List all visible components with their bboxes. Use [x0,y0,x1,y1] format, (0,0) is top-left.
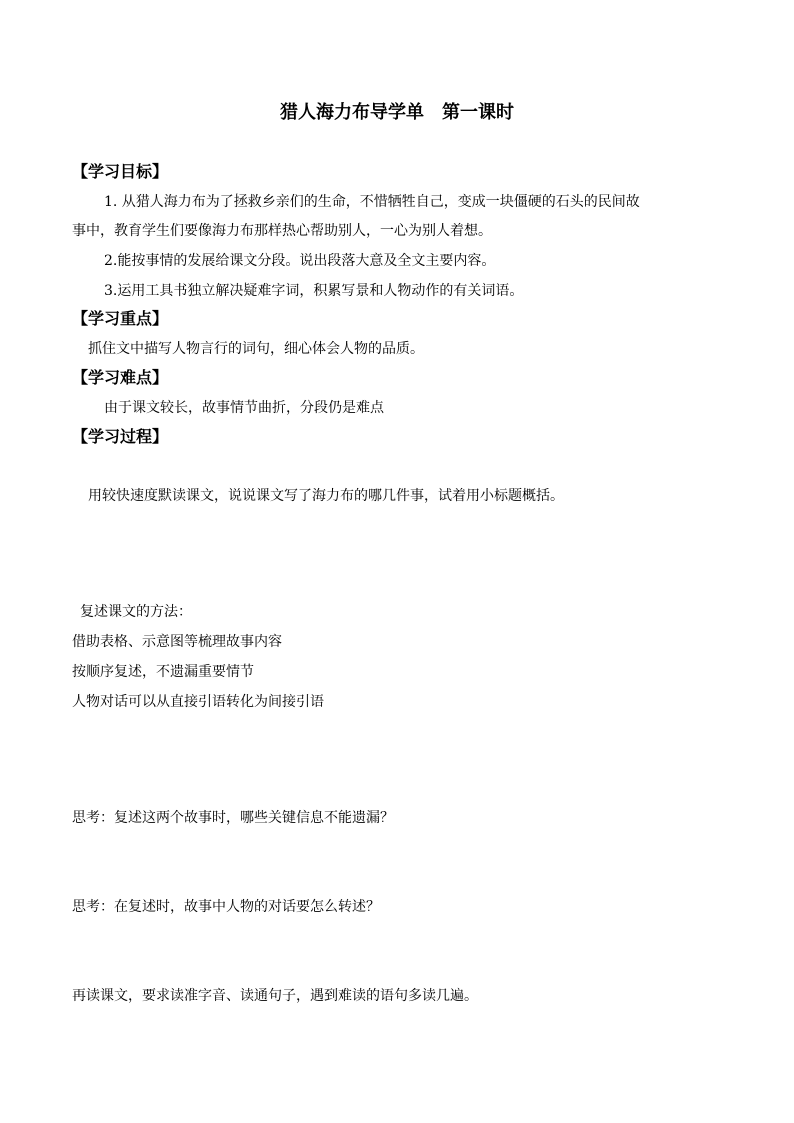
process-heading: 【学习过程】 [72,427,169,446]
page-title: 猎人海力布导学单 第一课时 [280,102,514,123]
difficulties-heading: 【学习难点】 [72,368,169,387]
think-question-2: 思考：在复述时，故事中人物的对话要怎么转述？ [72,899,380,915]
key-points-heading: 【学习重点】 [72,309,169,328]
retell-method-3: 人物对话可以从直接引语转化为间接引语 [72,694,324,710]
objective-item-2: 2.能按事情的发展给课文分段。说出段落大意及全文主要内容。 [104,253,496,269]
objectives-heading: 【学习目标】 [72,162,169,181]
key-points-text: 抓住文中描写人物言行的词句，细心体会人物的品质。 [88,341,424,357]
objective-item-3: 3.运用工具书独立解决疑难字词，积累写景和人物动作的有关词语。 [104,283,524,299]
process-task-1: 用较快速度默读课文，说说课文写了海力布的哪几件事，试着用小标题概括。 [88,488,564,504]
think-question-1: 思考：复述这两个故事时，哪些关键信息不能遗漏？ [72,810,394,826]
process-task-2: 再读课文，要求读准字音、读通句子，遇到难读的语句多读几遍。 [72,988,478,1004]
objective-item-1-line-1: 1. 从猎人海力布为了拯救乡亲们的生命，不惜牺牲自己，变成一块僵硬的石头的民间故 [104,194,640,210]
retell-method-2: 按顺序复述，不遗漏重要情节 [72,664,254,680]
difficulties-text: 由于课文较长，故事情节曲折，分段仍是难点 [104,400,384,416]
retell-method-title: 复述课文的方法： [80,604,192,620]
retell-method-1: 借助表格、示意图等梳理故事内容 [72,634,282,650]
objective-item-1-line-2: 事中，教育学生们要像海力布那样热心帮助别人，一心为别人着想。 [72,223,492,239]
